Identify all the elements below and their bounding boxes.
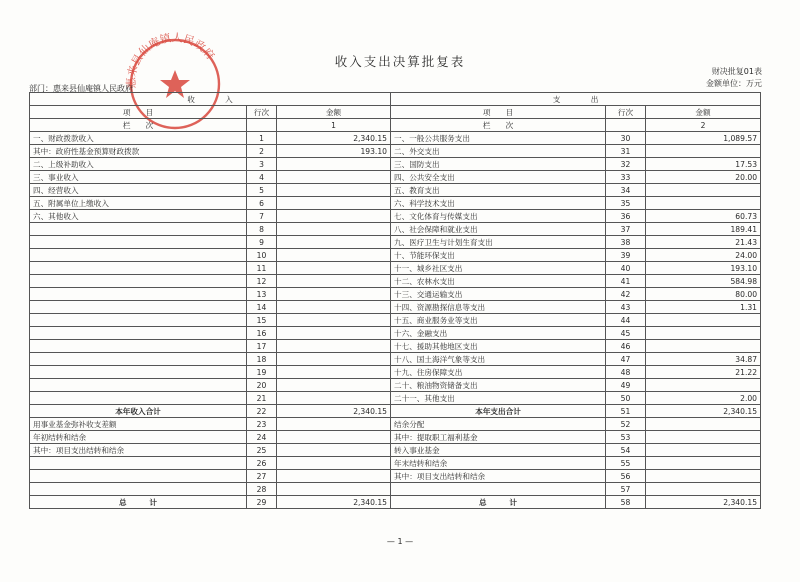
income-item-cell xyxy=(30,327,247,340)
expense-rowno-cell: 36 xyxy=(606,210,646,223)
income-item-cell: 总 计 xyxy=(30,496,247,509)
expense-rowno-cell: 41 xyxy=(606,275,646,288)
expense-col-index: 2 xyxy=(646,119,761,132)
table-row xyxy=(30,340,761,353)
expense-rowno-cell: 57 xyxy=(606,483,646,496)
expense-rowno-cell: 40 xyxy=(606,262,646,275)
expense-amount-cell: 193.10 xyxy=(646,262,761,275)
page-number: — 1 — xyxy=(386,537,414,546)
expense-item-cell: 十三、交通运输支出 xyxy=(391,288,606,301)
income-item-cell: 本年收入合计 xyxy=(30,405,247,418)
income-rowno-cell: 7 xyxy=(247,210,277,223)
expense-rowno-cell: 35 xyxy=(606,197,646,210)
income-col-index: 1 xyxy=(277,119,391,132)
expense-item-cell: 其中：提取职工福利基金 xyxy=(391,431,606,444)
budget-table xyxy=(29,92,761,509)
expense-item-cell: 十二、农林水支出 xyxy=(391,275,606,288)
table-row xyxy=(30,236,761,249)
table-row xyxy=(30,158,761,171)
income-amount-cell xyxy=(277,444,391,457)
income-item-cell xyxy=(30,392,247,405)
income-rowno-cell: 4 xyxy=(247,171,277,184)
expense-rowno-cell: 48 xyxy=(606,366,646,379)
header-row-sections xyxy=(30,93,761,106)
table-row xyxy=(30,327,761,340)
income-item-cell xyxy=(30,457,247,470)
table-row xyxy=(30,197,761,210)
table-row xyxy=(30,483,761,496)
income-item-cell xyxy=(30,236,247,249)
expense-amount-cell: 80.00 xyxy=(646,288,761,301)
expense-rowno-cell: 39 xyxy=(606,249,646,262)
income-item-header: 项 目 xyxy=(30,106,247,119)
income-rowno-cell: 15 xyxy=(247,314,277,327)
income-rowno-cell: 5 xyxy=(247,184,277,197)
expense-item-cell: 十五、商业服务业等支出 xyxy=(391,314,606,327)
expense-rowno-cell: 49 xyxy=(606,379,646,392)
income-rowno-cell: 9 xyxy=(247,236,277,249)
expense-item-cell: 十九、住房保障支出 xyxy=(391,366,606,379)
expense-amount-cell: 17.53 xyxy=(646,158,761,171)
income-item-cell xyxy=(30,340,247,353)
expense-amount-cell xyxy=(646,184,761,197)
expense-amount-cell: 2,340.15 xyxy=(646,405,761,418)
table-row xyxy=(30,210,761,223)
income-amount-cell: 2,340.15 xyxy=(277,132,391,145)
expense-amount-header: 金额 xyxy=(646,106,761,119)
expense-amount-cell xyxy=(646,418,761,431)
table-row xyxy=(30,405,761,418)
income-item-cell xyxy=(30,275,247,288)
table-row xyxy=(30,353,761,366)
expense-amount-cell: 20.00 xyxy=(646,171,761,184)
expense-item-cell: 十八、国土海洋气象等支出 xyxy=(391,353,606,366)
table-row xyxy=(30,470,761,483)
income-amount-cell xyxy=(277,353,391,366)
expense-item-cell: 本年支出合计 xyxy=(391,405,606,418)
income-rowno-cell: 24 xyxy=(247,431,277,444)
income-rowno-cell: 18 xyxy=(247,353,277,366)
expense-section-header: 支 出 xyxy=(391,93,761,106)
income-item-cell xyxy=(30,262,247,275)
expense-rowno-header: 行次 xyxy=(606,106,646,119)
table-row xyxy=(30,262,761,275)
income-col-label: 栏 次 xyxy=(30,119,247,132)
expense-amount-cell xyxy=(646,145,761,158)
expense-rowno-cell: 45 xyxy=(606,327,646,340)
income-rowno-cell: 28 xyxy=(247,483,277,496)
expense-item-cell xyxy=(391,483,606,496)
income-amount-cell xyxy=(277,236,391,249)
expense-rowno-cell: 50 xyxy=(606,392,646,405)
table-row xyxy=(30,444,761,457)
income-amount-cell xyxy=(277,340,391,353)
income-item-cell xyxy=(30,301,247,314)
expense-item-cell: 六、科学技术支出 xyxy=(391,197,606,210)
table-row xyxy=(30,132,761,145)
expense-rowno-cell: 47 xyxy=(606,353,646,366)
department-label: 部门：惠来县仙庵镇人民政府 xyxy=(29,84,133,93)
income-rowno-cell: 6 xyxy=(247,197,277,210)
income-rowno-cell: 13 xyxy=(247,288,277,301)
income-amount-cell xyxy=(277,275,391,288)
income-rowno-cell: 3 xyxy=(247,158,277,171)
expense-amount-cell xyxy=(646,457,761,470)
income-item-cell: 其中：政府性基金预算财政拨款 xyxy=(30,145,247,158)
income-rowno-cell: 25 xyxy=(247,444,277,457)
expense-rowno-cell: 33 xyxy=(606,171,646,184)
table-row xyxy=(30,275,761,288)
expense-amount-cell: 1.31 xyxy=(646,301,761,314)
income-item-cell xyxy=(30,288,247,301)
income-item-cell xyxy=(30,470,247,483)
svg-text:惠来县仙庵镇人民政府: 惠来县仙庵镇人民政府 xyxy=(124,32,218,89)
table-row xyxy=(30,301,761,314)
table-row xyxy=(30,496,761,509)
income-amount-cell xyxy=(277,158,391,171)
income-col-rowno xyxy=(247,119,277,132)
expense-item-cell: 二、外交支出 xyxy=(391,145,606,158)
table-row xyxy=(30,223,761,236)
expense-item-cell: 十四、资源勘探信息等支出 xyxy=(391,301,606,314)
income-rowno-cell: 8 xyxy=(247,223,277,236)
table-row xyxy=(30,392,761,405)
income-item-cell: 二、上级补助收入 xyxy=(30,158,247,171)
table-row xyxy=(30,431,761,444)
income-rowno-cell: 17 xyxy=(247,340,277,353)
expense-rowno-cell: 43 xyxy=(606,301,646,314)
expense-rowno-cell: 58 xyxy=(606,496,646,509)
income-amount-cell xyxy=(277,314,391,327)
expense-amount-cell: 24.00 xyxy=(646,249,761,262)
expense-amount-cell xyxy=(646,483,761,496)
table-row xyxy=(30,184,761,197)
expense-rowno-cell: 38 xyxy=(606,236,646,249)
header-row-columns xyxy=(30,106,761,119)
income-rowno-cell: 10 xyxy=(247,249,277,262)
income-rowno-cell: 12 xyxy=(247,275,277,288)
income-amount-cell xyxy=(277,457,391,470)
income-amount-cell xyxy=(277,262,391,275)
expense-item-cell: 总 计 xyxy=(391,496,606,509)
income-amount-cell xyxy=(277,249,391,262)
income-amount-cell: 193.10 xyxy=(277,145,391,158)
income-rowno-cell: 20 xyxy=(247,379,277,392)
income-item-cell xyxy=(30,353,247,366)
expense-item-cell: 五、教育支出 xyxy=(391,184,606,197)
expense-amount-cell: 2,340.15 xyxy=(646,496,761,509)
income-rowno-cell: 22 xyxy=(247,405,277,418)
income-rowno-cell: 16 xyxy=(247,327,277,340)
expense-amount-cell: 34.87 xyxy=(646,353,761,366)
income-amount-cell: 2,340.15 xyxy=(277,496,391,509)
table-row xyxy=(30,171,761,184)
income-rowno-cell: 14 xyxy=(247,301,277,314)
expense-amount-cell xyxy=(646,197,761,210)
income-item-cell: 五、附属单位上缴收入 xyxy=(30,197,247,210)
income-item-cell xyxy=(30,314,247,327)
expense-item-cell: 九、医疗卫生与计划生育支出 xyxy=(391,236,606,249)
table-row xyxy=(30,288,761,301)
expense-amount-cell xyxy=(646,470,761,483)
income-section-header: 收 入 xyxy=(30,93,391,106)
expense-amount-cell xyxy=(646,314,761,327)
amount-unit: 金额单位：万元 xyxy=(706,79,762,88)
income-amount-cell xyxy=(277,288,391,301)
income-amount-cell xyxy=(277,418,391,431)
income-item-cell: 三、事业收入 xyxy=(30,171,247,184)
expense-rowno-cell: 32 xyxy=(606,158,646,171)
expense-rowno-cell: 30 xyxy=(606,132,646,145)
table-row xyxy=(30,366,761,379)
income-item-cell: 一、财政拨款收入 xyxy=(30,132,247,145)
page-title: 收入支出决算批复表 xyxy=(334,54,466,69)
expense-col-label: 栏 次 xyxy=(391,119,606,132)
income-amount-cell xyxy=(277,431,391,444)
income-amount-cell: 2,340.15 xyxy=(277,405,391,418)
income-rowno-header: 行次 xyxy=(247,106,277,119)
income-rowno-cell: 11 xyxy=(247,262,277,275)
expense-amount-cell: 2.00 xyxy=(646,392,761,405)
income-amount-cell xyxy=(277,223,391,236)
table-row xyxy=(30,379,761,392)
expense-rowno-cell: 42 xyxy=(606,288,646,301)
expense-rowno-cell: 56 xyxy=(606,470,646,483)
expense-item-cell: 二十一、其他支出 xyxy=(391,392,606,405)
expense-item-cell: 二十、粮油物资储备支出 xyxy=(391,379,606,392)
expense-item-cell: 转入事业基金 xyxy=(391,444,606,457)
income-amount-cell xyxy=(277,197,391,210)
income-rowno-cell: 23 xyxy=(247,418,277,431)
income-amount-cell xyxy=(277,392,391,405)
income-amount-cell xyxy=(277,470,391,483)
income-item-cell: 六、其他收入 xyxy=(30,210,247,223)
income-amount-cell xyxy=(277,184,391,197)
expense-amount-cell xyxy=(646,444,761,457)
income-amount-cell xyxy=(277,210,391,223)
expense-rowno-cell: 44 xyxy=(606,314,646,327)
expense-item-cell: 四、公共安全支出 xyxy=(391,171,606,184)
income-item-cell xyxy=(30,223,247,236)
income-item-cell: 其中：项目支出结转和结余 xyxy=(30,444,247,457)
expense-rowno-cell: 55 xyxy=(606,457,646,470)
income-rowno-cell: 21 xyxy=(247,392,277,405)
expense-amount-cell: 189.41 xyxy=(646,223,761,236)
income-amount-cell xyxy=(277,483,391,496)
expense-rowno-cell: 34 xyxy=(606,184,646,197)
table-row xyxy=(30,249,761,262)
expense-amount-cell xyxy=(646,379,761,392)
income-item-cell: 四、经营收入 xyxy=(30,184,247,197)
expense-amount-cell xyxy=(646,327,761,340)
income-amount-cell xyxy=(277,379,391,392)
expense-col-rowno xyxy=(606,119,646,132)
expense-item-cell: 十七、援助其他地区支出 xyxy=(391,340,606,353)
income-rowno-cell: 27 xyxy=(247,470,277,483)
income-item-cell: 年初结转和结余 xyxy=(30,431,247,444)
income-rowno-cell: 29 xyxy=(247,496,277,509)
expense-item-cell: 三、国防支出 xyxy=(391,158,606,171)
expense-amount-cell: 584.98 xyxy=(646,275,761,288)
table-row xyxy=(30,418,761,431)
income-amount-cell xyxy=(277,301,391,314)
expense-item-cell: 八、社会保障和就业支出 xyxy=(391,223,606,236)
expense-item-cell: 年末结转和结余 xyxy=(391,457,606,470)
income-item-cell: 用事业基金弥补收支差额 xyxy=(30,418,247,431)
expense-amount-cell: 21.22 xyxy=(646,366,761,379)
income-rowno-cell: 1 xyxy=(247,132,277,145)
expense-item-cell: 一、一般公共服务支出 xyxy=(391,132,606,145)
expense-item-cell: 十、节能环保支出 xyxy=(391,249,606,262)
expense-rowno-cell: 52 xyxy=(606,418,646,431)
income-amount-cell xyxy=(277,171,391,184)
income-rowno-cell: 26 xyxy=(247,457,277,470)
expense-amount-cell xyxy=(646,431,761,444)
income-rowno-cell: 19 xyxy=(247,366,277,379)
expense-item-cell: 结余分配 xyxy=(391,418,606,431)
expense-item-cell: 其中：项目支出结转和结余 xyxy=(391,470,606,483)
expense-rowno-cell: 37 xyxy=(606,223,646,236)
expense-item-header: 项 目 xyxy=(391,106,606,119)
income-item-cell xyxy=(30,379,247,392)
expense-item-cell: 十一、城乡社区支出 xyxy=(391,262,606,275)
income-item-cell xyxy=(30,366,247,379)
expense-amount-cell xyxy=(646,340,761,353)
expense-rowno-cell: 54 xyxy=(606,444,646,457)
income-item-cell xyxy=(30,483,247,496)
table-row xyxy=(30,457,761,470)
expense-amount-cell: 21.43 xyxy=(646,236,761,249)
expense-rowno-cell: 46 xyxy=(606,340,646,353)
form-number: 财决批复01表 xyxy=(711,67,762,76)
expense-item-cell: 七、文化体育与传媒支出 xyxy=(391,210,606,223)
table-row xyxy=(30,314,761,327)
expense-rowno-cell: 31 xyxy=(606,145,646,158)
expense-amount-cell: 1,089.57 xyxy=(646,132,761,145)
expense-rowno-cell: 53 xyxy=(606,431,646,444)
expense-item-cell: 十六、金融支出 xyxy=(391,327,606,340)
income-amount-cell xyxy=(277,327,391,340)
expense-amount-cell: 60.73 xyxy=(646,210,761,223)
income-amount-cell xyxy=(277,366,391,379)
expense-rowno-cell: 51 xyxy=(606,405,646,418)
income-item-cell xyxy=(30,249,247,262)
header-row-column-index xyxy=(30,119,761,132)
table-row xyxy=(30,145,761,158)
income-rowno-cell: 2 xyxy=(247,145,277,158)
income-amount-header: 金额 xyxy=(277,106,391,119)
